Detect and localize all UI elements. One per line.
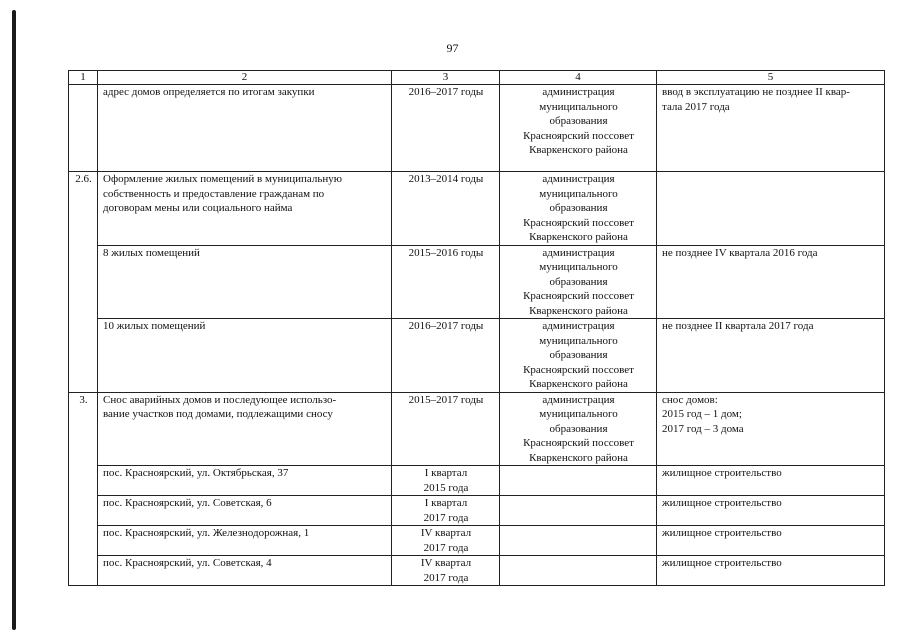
table-row xyxy=(69,85,885,172)
executor-cell xyxy=(500,556,657,586)
table-row xyxy=(69,466,885,496)
result-cell: не позднее IV квартала 2016 года xyxy=(657,245,885,319)
result-cell: жилищное строительство xyxy=(657,556,885,586)
table-row xyxy=(69,392,885,466)
description-cell: пос. Красноярский, ул. Октябрьская, 37 xyxy=(98,466,392,496)
page-number: 97 xyxy=(446,41,459,55)
row-number-cell xyxy=(69,85,98,172)
period-cell: I квартал 2017 года xyxy=(392,496,500,526)
row-number-cell: 3. xyxy=(69,392,98,586)
result-cell xyxy=(657,172,885,246)
result-cell: снос домов: 2015 год – 1 дом; 2017 год – 3 дома xyxy=(657,392,885,466)
table-row xyxy=(69,496,885,526)
header-cell-2: 2 xyxy=(98,71,392,85)
description-cell: пос. Красноярский, ул. Советская, 4 xyxy=(98,556,392,586)
description-cell: адрес домов определяется по итогам закупки xyxy=(98,85,392,172)
executor-cell: администрация муниципального образования Красноярский поссовет Кваркенского района xyxy=(500,245,657,319)
description-cell: 10 жилых помещений xyxy=(98,319,392,393)
executor-cell xyxy=(500,466,657,496)
description-cell: Снос аварийных домов и последующее использо- вание участков под домами, подлежащими сносу xyxy=(98,392,392,466)
header-cell-4: 4 xyxy=(500,71,657,85)
result-cell: жилищное строительство xyxy=(657,496,885,526)
header-cell-3: 3 xyxy=(392,71,500,85)
description-cell: пос. Красноярский, ул. Железнодорожная, 1 xyxy=(98,526,392,556)
table-row xyxy=(69,556,885,586)
executor-cell: администрация муниципального образования Красноярский поссовет Кваркенского района xyxy=(500,392,657,466)
executor-cell: администрация муниципального образования Красноярский поссовет Кваркенского района xyxy=(500,85,657,172)
table-row xyxy=(69,526,885,556)
table-row xyxy=(69,245,885,319)
executor-cell: администрация муниципального образования Красноярский поссовет Кваркенского района xyxy=(500,172,657,246)
result-cell: жилищное строительство xyxy=(657,526,885,556)
measures-table xyxy=(68,70,885,586)
result-cell: ввод в эксплуатацию не позднее II квар- тала 2017 года xyxy=(657,85,885,172)
period-cell: IV квартал 2017 года xyxy=(392,556,500,586)
scan-edge-shadow xyxy=(12,10,16,630)
table-row xyxy=(69,319,885,393)
result-cell: не позднее II квартала 2017 года xyxy=(657,319,885,393)
row-number-cell: 2.6. xyxy=(69,172,98,393)
table-row xyxy=(69,172,885,246)
table-header-row xyxy=(69,71,885,85)
header-cell-1: 1 xyxy=(69,71,98,85)
description-cell: 8 жилых помещений xyxy=(98,245,392,319)
header-cell-5: 5 xyxy=(657,71,885,85)
period-cell: 2013–2014 годы xyxy=(392,172,500,246)
period-cell: 2016–2017 годы xyxy=(392,319,500,393)
period-cell: 2016–2017 годы xyxy=(392,85,500,172)
executor-cell: администрация муниципального образования Красноярский поссовет Кваркенского района xyxy=(500,319,657,393)
period-cell: I квартал 2015 года xyxy=(392,466,500,496)
period-cell: 2015–2016 годы xyxy=(392,245,500,319)
executor-cell xyxy=(500,526,657,556)
executor-cell xyxy=(500,496,657,526)
description-cell: пос. Красноярский, ул. Советская, 6 xyxy=(98,496,392,526)
period-cell: 2015–2017 годы xyxy=(392,392,500,466)
result-cell: жилищное строительство xyxy=(657,466,885,496)
period-cell: IV квартал 2017 года xyxy=(392,526,500,556)
description-cell: Оформление жилых помещений в муниципальную собственность и предоставление гражданам по договорам мены или социального найма xyxy=(98,172,392,246)
